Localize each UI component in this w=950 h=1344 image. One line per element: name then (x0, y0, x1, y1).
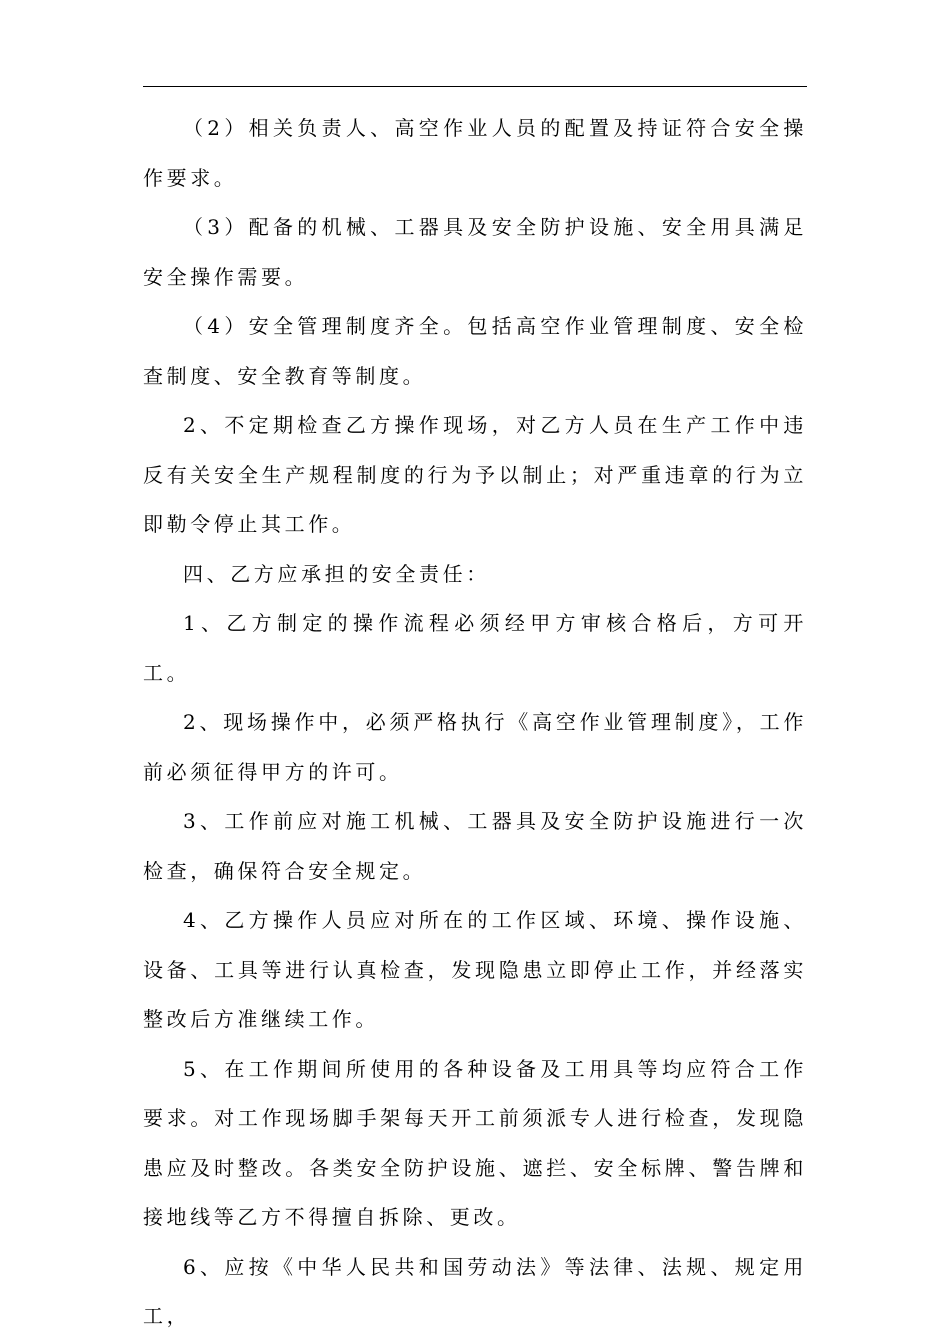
paragraph-item-4-management-system: （4）安全管理制度齐全。包括高空作业管理制度、安全检查制度、安全教育等制度。 (143, 314, 807, 388)
paragraph-labor-law: 6、应按《中华人民共和国劳动法》等法律、法规、规定用工， (143, 1254, 807, 1328)
header-rule (143, 86, 807, 87)
paragraph-equipment-requirements: 5、在工作期间所使用的各种设备及工用具等均应符合工作要求。对工作现场脚手架每天开工前须派专人进行检查，发现隐患应及时整改。各类安全防护设施、遮拦、安全标牌、警告牌和接地线等乙方不得擅自拆除、更改。 (143, 1056, 807, 1229)
paragraph-item-2-staffing: （2）相关负责人、高空作业人员的配置及持证符合安全操作要求。 (143, 116, 807, 190)
paragraph-irregular-inspection: 2、不定期检查乙方操作现场，对乙方人员在生产工作中违反有关安全生产规程制度的行为予以制止；对严重违章的行为立即勒令停止其工作。 (143, 413, 807, 536)
document-body (143, 104, 807, 1342)
paragraph-item-3-equipment: （3）配备的机械、工器具及安全防护设施、安全用具满足安全操作需要。 (143, 215, 807, 289)
paragraph-worker-inspection: 4、乙方操作人员应对所在的工作区域、环境、操作设施、设备、工具等进行认真检查，发现隐患立即停止工作，并经落实整改后方准继续工作。 (143, 908, 807, 1031)
paragraph-pre-work-check: 3、工作前应对施工机械、工器具及安全防护设施进行一次检查，确保符合安全规定。 (143, 809, 807, 883)
paragraph-onsite-operation: 2、现场操作中，必须严格执行《高空作业管理制度》，工作前必须征得甲方的许可。 (143, 710, 807, 784)
section-heading-party-b-responsibilities: 四、乙方应承担的安全责任： (183, 561, 490, 586)
paragraph-operating-procedure: 1、乙方制定的操作流程必须经甲方审核合格后，方可开工。 (143, 611, 807, 685)
